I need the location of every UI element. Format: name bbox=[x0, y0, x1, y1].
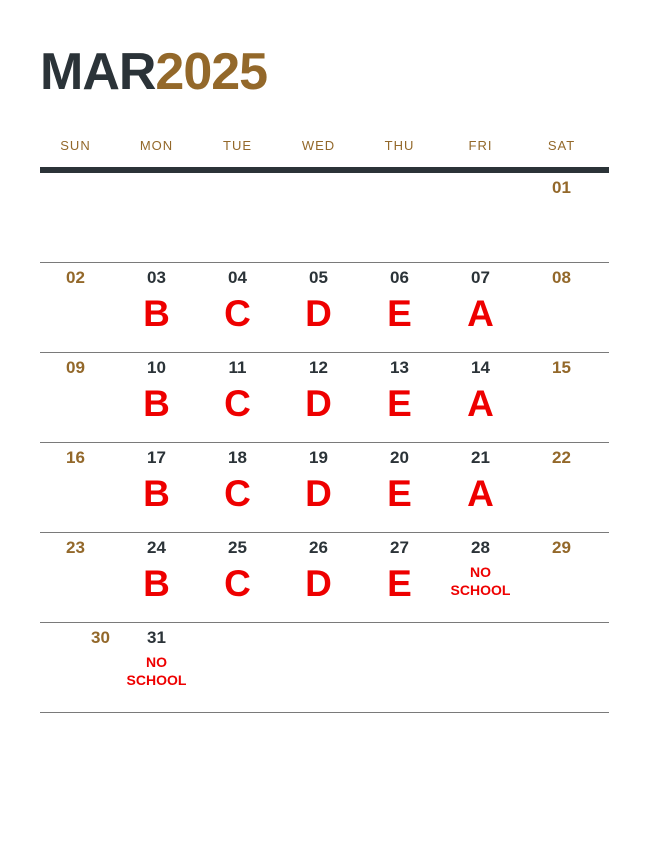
day-number: 31 bbox=[147, 628, 166, 647]
day-cell bbox=[440, 263, 521, 352]
day-number: 08 bbox=[552, 268, 571, 287]
day-cell bbox=[278, 353, 359, 442]
day-cell bbox=[197, 623, 278, 712]
rotation-day-letter: E bbox=[387, 383, 412, 424]
week-row bbox=[35, 623, 609, 713]
no-school-note-line: SCHOOL bbox=[450, 582, 511, 598]
day-number: 07 bbox=[471, 268, 490, 287]
rotation-day-letter: D bbox=[305, 473, 332, 514]
day-number: 16 bbox=[66, 448, 85, 467]
day-cell bbox=[35, 623, 116, 712]
rotation-day-letter: E bbox=[387, 293, 412, 334]
day-cell bbox=[116, 353, 197, 442]
no-school-note-line: SCHOOL bbox=[126, 672, 187, 688]
day-cell bbox=[197, 443, 278, 532]
day-cell bbox=[359, 263, 440, 352]
day-cell bbox=[521, 353, 602, 442]
week-row bbox=[35, 533, 609, 623]
day-cell bbox=[197, 263, 278, 352]
no-school-note bbox=[440, 563, 521, 599]
day-cell bbox=[359, 623, 440, 712]
day-number: 01 bbox=[552, 178, 571, 197]
day-number: 02 bbox=[66, 268, 85, 287]
day-cell bbox=[359, 533, 440, 622]
rotation-day-letter: B bbox=[143, 563, 170, 604]
week-divider bbox=[40, 712, 609, 713]
rotation-day-letter: D bbox=[305, 563, 332, 604]
week-row bbox=[35, 173, 609, 263]
day-cell bbox=[440, 173, 521, 262]
day-cell bbox=[521, 533, 602, 622]
rotation-day-letter: B bbox=[143, 293, 170, 334]
day-number: 15 bbox=[552, 358, 571, 377]
day-number: 04 bbox=[228, 268, 247, 287]
day-cell bbox=[116, 173, 197, 262]
day-cell bbox=[521, 173, 602, 262]
day-cell bbox=[278, 443, 359, 532]
calendar-grid bbox=[35, 173, 609, 713]
day-cell bbox=[440, 623, 521, 712]
day-cell bbox=[35, 353, 116, 442]
weekday-header bbox=[35, 138, 609, 156]
no-school-note-line: NO bbox=[470, 564, 491, 580]
day-cell bbox=[440, 533, 521, 622]
day-cell bbox=[278, 623, 359, 712]
day-number: 10 bbox=[147, 358, 166, 377]
day-number: 21 bbox=[471, 448, 490, 467]
rotation-day-letter: D bbox=[305, 293, 332, 334]
day-cell bbox=[35, 173, 116, 262]
day-cell bbox=[197, 173, 278, 262]
day-cell bbox=[440, 443, 521, 532]
weekday-label: FRI bbox=[468, 138, 493, 153]
weekday-label: THU bbox=[384, 138, 415, 153]
day-number: 18 bbox=[228, 448, 247, 467]
week-row bbox=[35, 263, 609, 353]
weekday-label: SUN bbox=[60, 138, 91, 153]
day-cell bbox=[197, 533, 278, 622]
day-number: 14 bbox=[471, 358, 490, 377]
day-cell bbox=[278, 533, 359, 622]
day-cell bbox=[35, 533, 116, 622]
rotation-day-letter: E bbox=[387, 563, 412, 604]
rotation-day-letter: A bbox=[467, 383, 494, 424]
rotation-day-letter: C bbox=[224, 293, 251, 334]
day-cell bbox=[359, 173, 440, 262]
day-cell bbox=[278, 263, 359, 352]
day-number: 25 bbox=[228, 538, 247, 557]
week-row bbox=[35, 443, 609, 533]
weekday-label: MON bbox=[139, 138, 174, 153]
rotation-day-letter: C bbox=[224, 383, 251, 424]
year-label: 2025 bbox=[155, 43, 268, 101]
rotation-day-letter: B bbox=[143, 473, 170, 514]
day-cell bbox=[359, 353, 440, 442]
month-label: MAR bbox=[40, 43, 156, 101]
day-number: 06 bbox=[390, 268, 409, 287]
day-number: 11 bbox=[228, 358, 247, 377]
day-cell bbox=[521, 443, 602, 532]
day-number: 22 bbox=[552, 448, 571, 467]
rotation-day-letter: A bbox=[467, 293, 494, 334]
week-row bbox=[35, 353, 609, 443]
day-cell bbox=[278, 173, 359, 262]
rotation-day-letter: C bbox=[224, 563, 251, 604]
day-number: 19 bbox=[309, 448, 328, 467]
day-cell bbox=[521, 263, 602, 352]
day-number: 24 bbox=[147, 538, 166, 557]
day-cell bbox=[116, 623, 197, 712]
rotation-day-letter: A bbox=[467, 473, 494, 514]
day-cell bbox=[359, 443, 440, 532]
day-number: 23 bbox=[66, 538, 85, 557]
no-school-note-line: NO bbox=[146, 654, 167, 670]
no-school-note bbox=[116, 653, 197, 689]
day-cell bbox=[521, 623, 602, 712]
day-number: 12 bbox=[309, 358, 328, 377]
weekday-label: SAT bbox=[547, 138, 576, 153]
day-number: 28 bbox=[471, 538, 490, 557]
day-cell bbox=[35, 443, 116, 532]
rotation-day-letter: E bbox=[387, 473, 412, 514]
day-cell bbox=[116, 443, 197, 532]
day-cell bbox=[35, 263, 116, 352]
day-cell bbox=[440, 353, 521, 442]
day-number: 13 bbox=[390, 358, 409, 377]
day-number: 17 bbox=[147, 448, 166, 467]
day-number: 03 bbox=[147, 268, 166, 287]
day-number: 26 bbox=[309, 538, 328, 557]
day-number: 30 bbox=[91, 628, 110, 647]
day-number: 09 bbox=[66, 358, 85, 377]
day-number: 05 bbox=[309, 268, 328, 287]
weekday-label: WED bbox=[301, 138, 336, 153]
day-number: 29 bbox=[552, 538, 571, 557]
day-cell bbox=[197, 353, 278, 442]
day-number: 27 bbox=[390, 538, 409, 557]
calendar-title bbox=[40, 42, 267, 102]
rotation-day-letter: D bbox=[305, 383, 332, 424]
day-cell bbox=[116, 263, 197, 352]
weekday-label: TUE bbox=[223, 138, 252, 153]
day-cell bbox=[116, 533, 197, 622]
day-number: 20 bbox=[390, 448, 409, 467]
rotation-day-letter: B bbox=[143, 383, 170, 424]
rotation-day-letter: C bbox=[224, 473, 251, 514]
